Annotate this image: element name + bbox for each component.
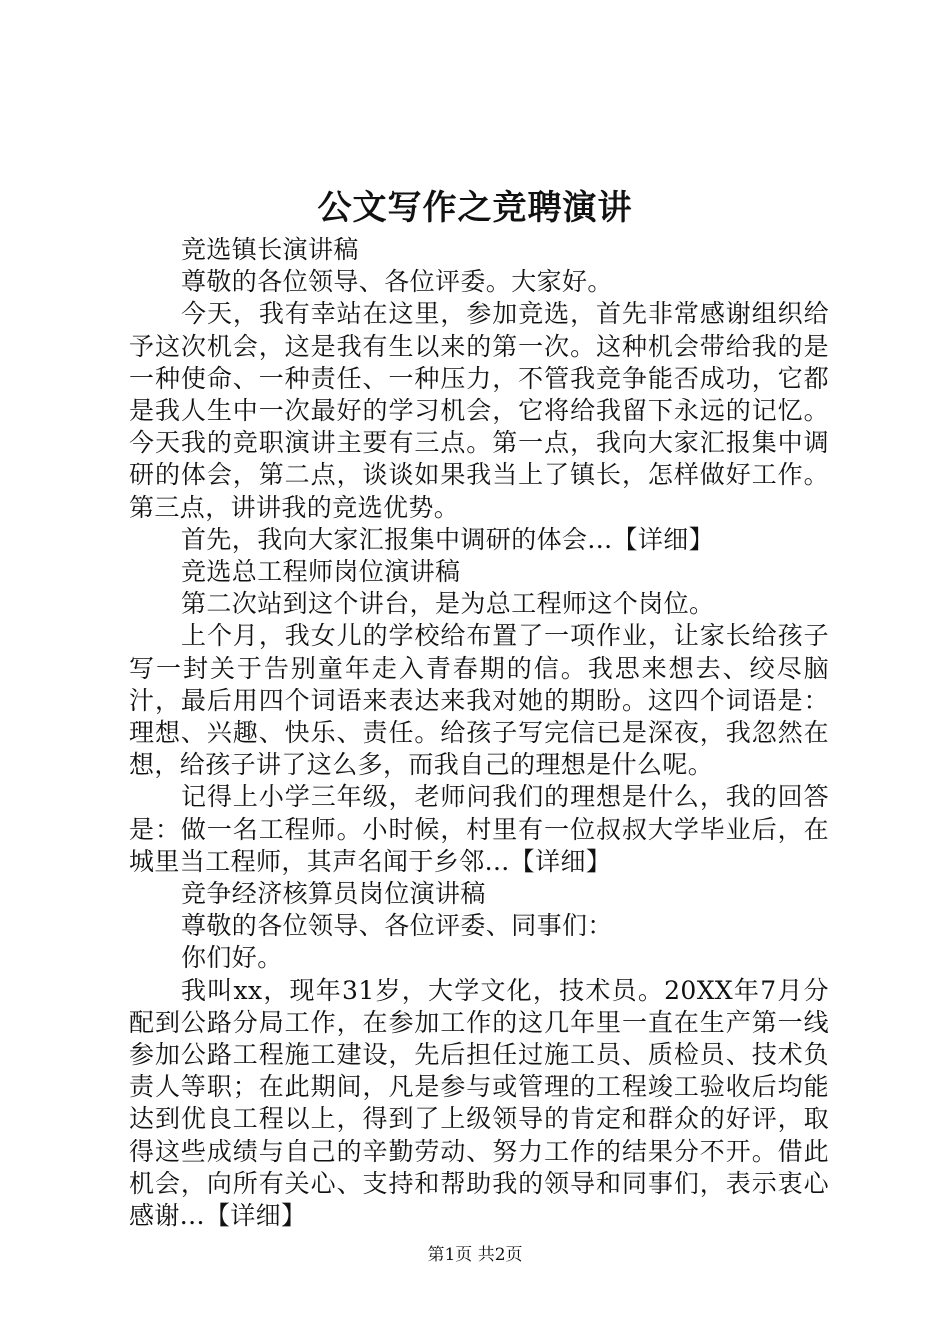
section-heading-accountant — [129, 878, 829, 910]
section-heading-chief-engineer — [129, 556, 829, 588]
paragraph-text: 竞选镇长演讲稿 — [181, 235, 359, 264]
paragraph-text: 今天，我有幸站在这里，参加竞选，首先非常感谢组织给予这次机会，这是我有生以来的第一次。这种机会带给我的是一种使命、一种责任、一种压力，不管我竞争能否成功，它都是我人生中一次最好的学习机会，它将给我留下永远的记忆。今天我的竞职演讲主要有三点。第一点，我向大家汇报集中调研的体会，第二点，谈谈如果我当上了镇长，怎样做好工作。第三点，讲讲我的竞选优势。 — [129, 299, 829, 522]
salutation-paragraph — [129, 910, 829, 942]
paragraph-text: 竞选总工程师岗位演讲稿 — [181, 557, 461, 587]
excerpt-paragraph — [129, 524, 829, 556]
paragraph-text: 竞争经济核算员岗位演讲稿 — [181, 879, 486, 909]
paragraph-text: 记得上小学三年级，老师问我们的理想是什么，我的回答是：做一名工程师。小时候，村里有一位叔叔大学毕业后，在城里当工程师，其声名闻于乡邻... — [129, 782, 829, 876]
paragraph-text: 第二次站到这个讲台，是为总工程师这个岗位。 — [181, 589, 715, 619]
page-number: 第1页 — [427, 1245, 473, 1265]
greeting-paragraph — [129, 942, 829, 974]
document-title: 公文写作之竞聘演讲 — [317, 188, 633, 228]
salutation-paragraph — [129, 266, 829, 298]
excerpt-paragraph — [129, 781, 829, 878]
body-paragraph — [129, 588, 829, 620]
body-paragraph — [129, 298, 829, 523]
paragraph-text: 上个月，我女儿的学校给布置了一项作业，让家长给孩子写一封关于告别童年走入青春期的信。我思来想去、绞尽脑汁，最后用四个词语来表达来我对她的期盼。这四个词语是：理想、兴趣、快乐、责任。给孩子写完信已是深夜，我忽然在想，给孩子讲了这么多，而我自己的理想是什么呢。 — [129, 621, 829, 780]
paragraph-text: 你们好。 — [181, 943, 283, 973]
body-paragraph — [129, 620, 829, 781]
detail-link[interactable]: 【详细】 — [612, 524, 715, 554]
paragraph-text: 尊敬的各位领导、各位评委。大家好。 — [181, 267, 613, 297]
paragraph-text: 我叫xx，现年31岁，大学文化，技术员。20XX年7月分配到公路分局工作，在参加工作的这几年里一直在生产第一线参加公路工程施工建设，先后担任过施工员、质检员、技术负责人等职；在此期间，凡是参与或管理的工程竣工验收后均能达到优良工程以上，得到了上级领导的肯定和群众的好评，取得这些成绩与自己的辛勤劳动、努力工作的结果分不开。借此机会，向所有关心、支持和帮助我的领导和同事们，表示衷心感谢... — [129, 975, 829, 1231]
page-footer — [0, 1244, 950, 1266]
detail-link[interactable]: 【详细】 — [204, 1201, 307, 1231]
document-body — [129, 234, 829, 1232]
detail-link[interactable]: 【详细】 — [509, 846, 612, 876]
paragraph-text: 尊敬的各位领导、各位评委、同事们： — [181, 911, 613, 941]
section-heading-mayor — [129, 234, 829, 266]
excerpt-paragraph — [129, 975, 829, 1233]
page-total: 共2页 — [477, 1245, 523, 1265]
paragraph-text: 首先，我向大家汇报集中调研的体会... — [181, 524, 613, 554]
